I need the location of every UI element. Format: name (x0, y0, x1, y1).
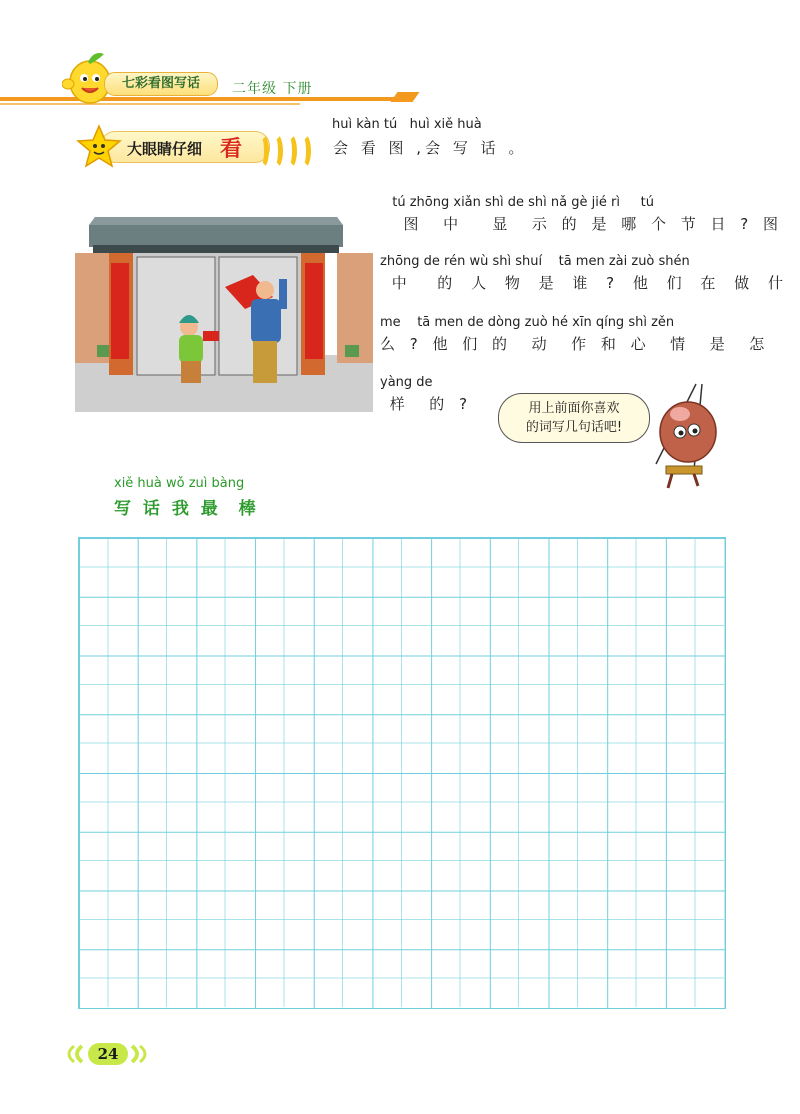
header-rule-tab (390, 92, 419, 102)
section-badge-emphasis: 看 (220, 136, 243, 162)
series-title: 七彩看图写话 (121, 76, 200, 91)
question-text-3: 么 ? 他 们 的 动 作 和 心 情 是 怎 (380, 335, 770, 353)
header-rule-secondary (0, 103, 300, 105)
festival-illustration (75, 205, 373, 412)
page-number: 24 (88, 1043, 128, 1065)
section-badge-label: 大眼睛仔细 (127, 140, 203, 158)
question-pinyin-2: zhōng de rén wù shì shuí tā men zài zuò shén (380, 254, 690, 269)
bubble-line-1: 用上前面你喜欢 (528, 401, 620, 416)
speech-bubble (498, 393, 650, 443)
question-text-1: 图 中 显 示 的 是 哪 个 节 日 ? 图 (384, 215, 784, 233)
question-text-2: 中 的 人 物 是 谁 ? 他 们 在 做 什 (380, 274, 790, 292)
star-icon (76, 124, 122, 168)
bubble-line-2: 的词写几句话吧! (525, 420, 623, 435)
instruction-text: 会 看 图 ,会 写 话 。 (333, 139, 528, 157)
chevron-decor-icon (254, 133, 269, 169)
swinging-mascot-icon (636, 380, 728, 492)
chevron-decor-icon (268, 133, 283, 169)
question-pinyin-4: yàng de (380, 375, 433, 390)
chevron-decor-icon (296, 133, 311, 169)
page-chevron-right-icon (128, 1044, 150, 1064)
writing-title-pinyin: xiě huà wǒ zuì bàng (114, 476, 245, 491)
question-text-4: 样 的 ? (380, 395, 473, 413)
writing-grid[interactable] (78, 537, 726, 1009)
question-pinyin-3: me tā men de dòng zuò hé xīn qíng shì zěn (380, 315, 675, 330)
page-chevron-left-icon (66, 1044, 88, 1064)
grade-label: 二年级 下册 (232, 81, 313, 97)
chevron-decor-icon (282, 133, 297, 169)
series-title-pill (104, 72, 218, 96)
question-pinyin-1: tú zhōng xiǎn shì de shì nǎ gè jié rì tú (384, 195, 654, 210)
writing-title: 写 话 我 最 棒 (114, 499, 259, 519)
instruction-pinyin: huì kàn tú huì xiě huà (332, 117, 482, 132)
